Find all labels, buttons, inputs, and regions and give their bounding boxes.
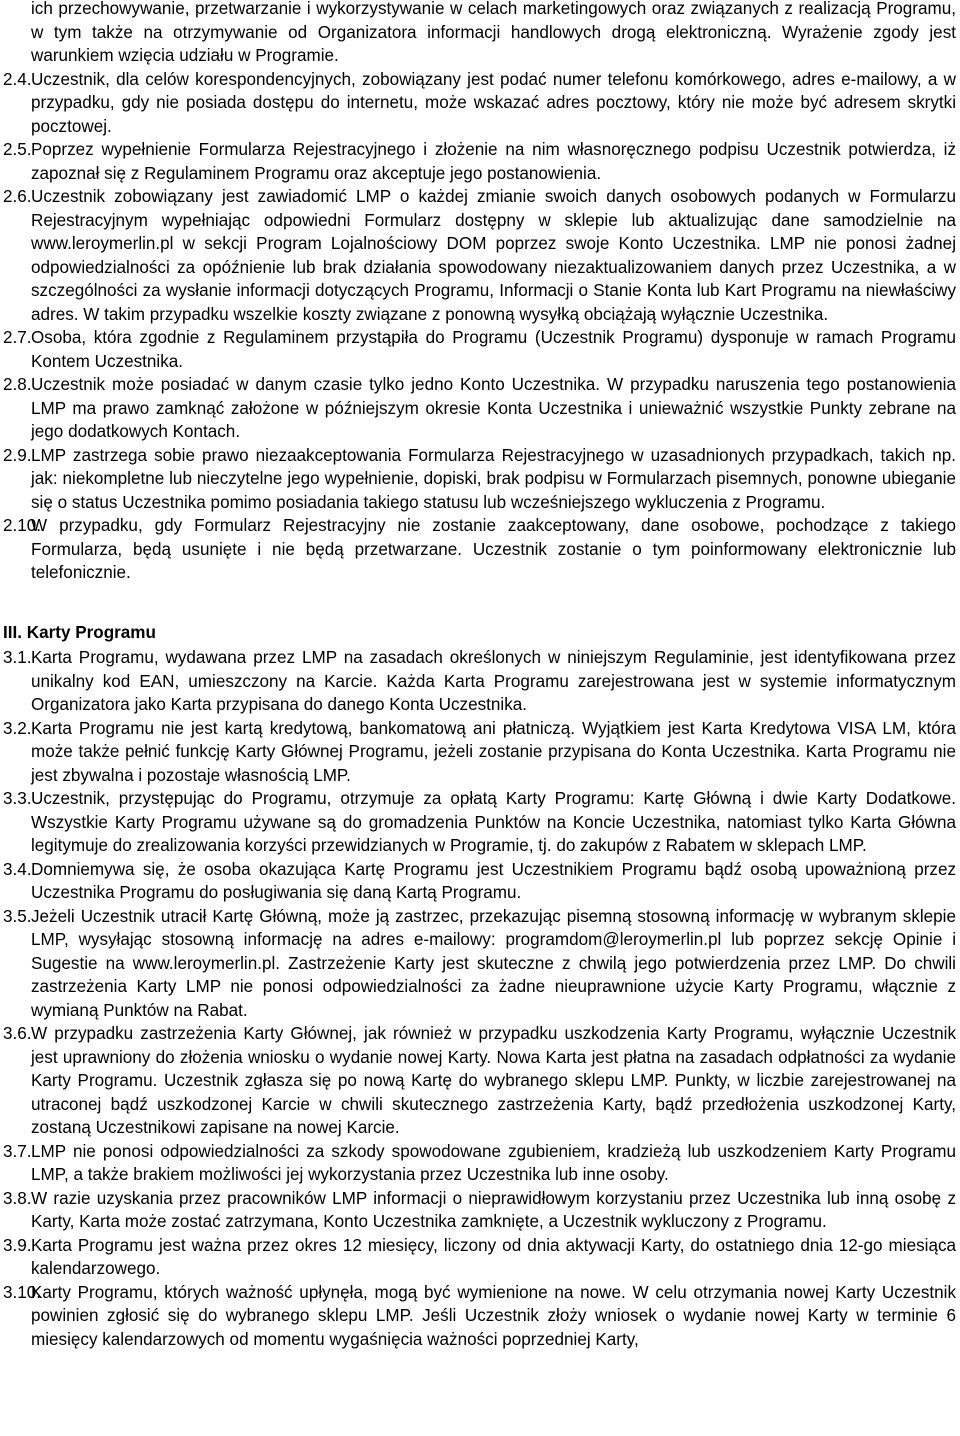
list-item	[3, 138, 956, 185]
item-number: 2.7.	[3, 328, 32, 347]
list-item	[3, 1281, 956, 1352]
item-text: W przypadku zastrzeżenia Karty Głównej, jak również w przypadku uszkodzenia Karty Programu, wyłącznie Uczestnik jest uprawniony do złożenia wniosku o wydanie nowej Karty. Nowa Karta jest płatna na zasadach odpłatności za wydanie Karty Programu. Uczestnik zgłasza się po nową Kartę do wybranego sklepu LMP. Punkty, w liczbie zarejestrowanej na utraconej bądź uszkodzonej Karcie w chwili skutecznego zastrzeżenia Karty, bądź przedłożenia uszkodzonej Karty, zostaną Uczestnikowi zapisane na nowej Karcie.	[31, 1024, 956, 1137]
item-text: W przypadku, gdy Formularz Rejestracyjny nie zostanie zaakceptowany, dane osobowe, pochodzące z takiego Formularza, będą usunięte i nie będą przetwarzane. Uczestnik zostanie o tym poinformowany elektronicznie lub telefonicznie.	[31, 516, 956, 582]
item-number: 2.5.	[3, 140, 32, 159]
intro-paragraph: ich przechowywanie, przetwarzanie i wykorzystywanie w celach marketingowych oraz związanych z realizacją Programu, w tym także na otrzymywanie od Organizatora informacji handlowych drogą elektroniczną. Wyrażenie zgody jest warunkiem wzięcia udziału w Programie.	[31, 0, 956, 65]
list-item	[3, 185, 956, 326]
item-text: Osoba, która zgodnie z Regulaminem przystąpiła do Programu (Uczestnik Programu) dysponuje w ramach Programu Kontem Uczestnika.	[31, 328, 956, 371]
item-text: Uczestnik zobowiązany jest zawiadomić LMP o każdej zmianie swoich danych osobowych podanych w Formularzu Rejestracyjnym wypełniając odpowiedni Formularz dostępny w sklepie lub aktualizując dane samodzielnie na www.leroymerlin.pl w sekcji Program Lojalnościowy DOM poprzez swoje Konto Uczestnika. LMP nie ponosi żadnej odpowiedzialności za opóźnienie lub brak działania spowodowany niezaktualizowaniem danych przez Uczestnika, a w szczególności za wysłanie informacji dotyczących Programu, Informacji o Stanie Konta lub Kart Programu na niewłaściwy adres. W takim przypadku wszelkie koszty związane z ponowną wysyłką obciążają wyłącznie Uczestnika.	[31, 187, 956, 324]
list-item	[3, 1234, 956, 1281]
item-number: 3.9.	[3, 1235, 32, 1255]
list-item	[3, 787, 956, 858]
list-item	[3, 1187, 956, 1234]
item-text: Poprzez wypełnienie Formularza Rejestracyjnego i złożenie na nim własnoręcznego podpisu Uczestnik potwierdza, iż zapoznał się z Regulaminem Programu oraz akceptuje jego postanowienia.	[31, 140, 956, 183]
list-item	[3, 514, 956, 585]
item-number: 2.10.	[3, 516, 42, 535]
list-item	[3, 717, 956, 788]
item-text: Uczestnik, przystępując do Programu, otrzymuje za opłatą Karty Programu: Kartę Główną i dwie Karty Dodatkowe. Wszystkie Karty Programu używane są do gromadzenia Punktów na Koncie Uczestnika, natomiast tylko Karta Główna legitymuje do zrealizowania korzyści przewidzianych w Programie, tj. do zakupów z Rabatem w sklepach LMP.	[31, 789, 956, 855]
section-3-heading: III. Karty Programu	[3, 622, 156, 642]
list-item	[3, 68, 956, 139]
item-number: 2.6.	[3, 187, 32, 206]
item-number: 2.9.	[3, 445, 32, 465]
item-text: W razie uzyskania przez pracowników LMP informacji o nieprawidłowym korzystaniu przez Uczestnika lub inną osobę z Karty, Karta może zostać zatrzymana, Konto Uczestnika zamknięte, a Uczestnik wykluczony z Programu.	[31, 1188, 956, 1231]
section-3-list	[3, 646, 956, 1351]
section-2-list	[3, 68, 956, 585]
item-text: Karta Programu jest ważna przez okres 12 miesięcy, liczony od dnia aktywacji Karty, do ostatniego dnia 12-go miesiąca kalendarzowego.	[31, 1235, 956, 1278]
item-text: Uczestnik, dla celów korespondencyjnych, zobowiązany jest podać numer telefonu komórkowego, adres e-mailowy, a w przypadku, gdy nie posiada dostępu do internetu, może wskazać adres pocztowy, który nie może być adresem skrytki pocztowej.	[31, 69, 956, 136]
item-number: 3.4.	[3, 859, 32, 879]
item-number: 3.10.	[3, 1282, 42, 1302]
item-number: 3.3.	[3, 789, 32, 808]
item-text: Uczestnik może posiadać w danym czasie tylko jedno Konto Uczestnika. W przypadku naruszenia tego postanowienia LMP ma prawo zamknąć założone w późniejszym okresie Konta Uczestnika i unieważnić wszystkie Punkty zebrane na jego dodatkowych Kontach.	[31, 375, 956, 441]
list-item	[3, 1140, 956, 1187]
item-number: 3.8.	[3, 1188, 32, 1208]
item-text: LMP nie ponosi odpowiedzialności za szkody spowodowane zgubieniem, kradzieżą lub uszkodzeniem Karty Programu LMP, a także brakiem możliwości jej wykorzystania przez Uczestnika lub inne osoby.	[31, 1141, 956, 1184]
item-text: Domniemywa się, że osoba okazująca Kartę Programu jest Uczestnikiem Programu bądź osobą upoważnioną przez Uczestnika Programu do posługiwania się daną Kartą Programu.	[31, 859, 956, 902]
item-number: 2.4.	[3, 69, 32, 89]
list-item	[3, 858, 956, 905]
item-text: Karta Programu nie jest kartą kredytową, bankomatową ani płatniczą. Wyjątkiem jest Karta Kredytowa VISA LM, która może także pełnić funkcję Karty Głównej Programu, jeżeli zostanie przypisana do Konta Uczestnika. Karta Programu nie jest zbywalna i pozostaje własnością LMP.	[31, 718, 956, 785]
list-item	[3, 444, 956, 515]
section-spacer	[3, 585, 956, 621]
list-item	[3, 326, 956, 373]
list-item	[3, 1022, 956, 1140]
item-text: LMP zastrzega sobie prawo niezaakceptowania Formularza Rejestracyjnego w uzasadnionych przypadkach, takich np. jak: niekompletne lub nieczytelne jego wypełnienie, dopiski, brak podpisu w Formularzach pisemnych, ponowne ubieganie się o status Uczestnika pomimo posiadania takiego statusu lub wcześniejszego wykluczenia z Programu.	[31, 445, 956, 512]
item-number: 3.2.	[3, 718, 32, 738]
item-text: Karta Programu, wydawana przez LMP na zasadach określonych w niniejszym Regulaminie, jest identyfikowana przez unikalny kod EAN, umieszczony na Karcie. Każda Karta Programu zarejestrowana jest w systemie informatycznym Organizatora jako Karta przypisana do danego Konta Uczestnika.	[31, 648, 956, 714]
item-text: Jeżeli Uczestnik utracił Kartę Główną, może ją zastrzec, przekazując pisemną stosowną informację w wybranym sklepie LMP, wysyłając stosowną informację na adres e-mailowy: programdom@leroymerlin.pl lub poprzez sekcję Opinie i Sugestie na www.leroymerlin.pl. Zastrzeżenie Karty jest skuteczne z chwilą jego potwierdzenia przez LMP. Do chwili zastrzeżenia Karty LMP nie ponosi odpowiedzialności za żadne nieuprawnione użycie Karty Programu, włącznie z wymianą Punktów na Rabat.	[31, 906, 956, 1020]
list-item	[3, 646, 956, 717]
list-item	[3, 373, 956, 444]
item-number: 3.1.	[3, 648, 32, 667]
item-number: 2.8.	[3, 375, 32, 394]
item-number: 3.5.	[3, 906, 32, 926]
list-item	[3, 905, 956, 1023]
item-text: Karty Programu, których ważność upłynęła, mogą być wymienione na nowe. W celu otrzymania nowej Karty Uczestnik powinien zgłosić się do wybranego sklepu LMP. Jeśli Uczestnik złoży wniosek o wydanie nowej Karty w terminie 6 miesięcy kalendarzowych od momentu wygaśnięcia ważności poprzedniej Karty,	[31, 1282, 956, 1349]
item-number: 3.6.	[3, 1024, 32, 1043]
item-number: 3.7.	[3, 1141, 32, 1161]
